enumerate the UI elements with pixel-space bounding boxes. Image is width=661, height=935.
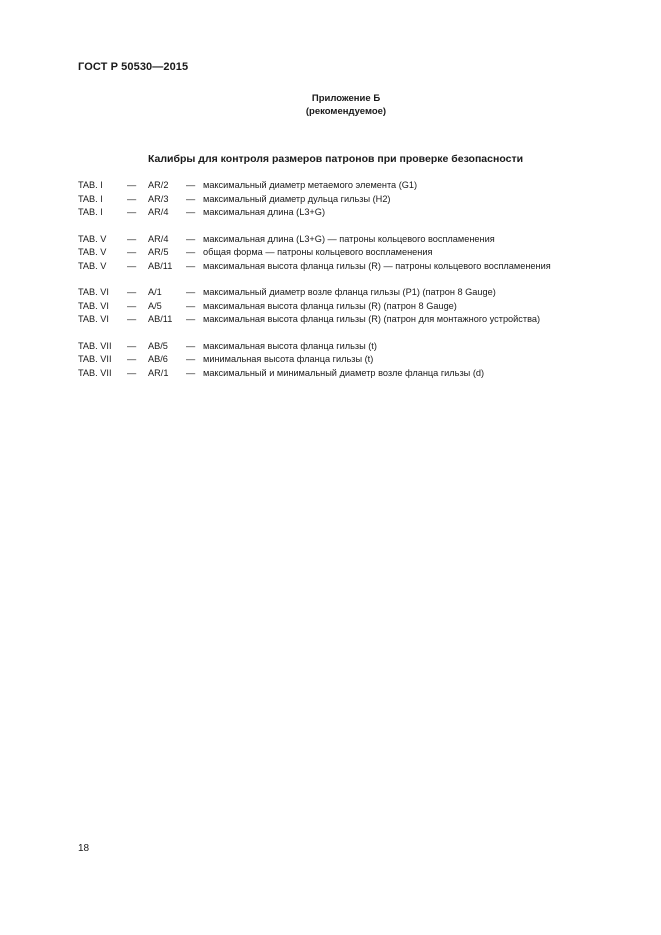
gauge-code: AR/5 (148, 247, 169, 257)
dash-separator: — (127, 314, 137, 324)
gauge-group-tab-5 (78, 233, 638, 274)
gauge-code: A/5 (148, 300, 162, 311)
dash-separator: — (127, 233, 137, 244)
gauge-group-tab-1 (78, 179, 638, 220)
gauge-row (78, 313, 638, 327)
dash-separator: — (186, 180, 196, 190)
gauge-code: AR/4 (148, 207, 169, 217)
table-reference: TAB. I (78, 207, 103, 217)
gauge-group-tab-6 (78, 286, 638, 327)
table-reference: TAB. VII (78, 354, 112, 364)
table-reference: TAB. V (78, 260, 107, 271)
gauge-description: общая форма — патроны кольцевого воспламенения (203, 247, 433, 257)
dash-separator: — (186, 354, 196, 364)
dash-separator: — (127, 260, 137, 271)
gauge-description: максимальный диаметр возле фланца гильзы (P1) (патрон 8 Gauge) (203, 287, 496, 297)
dash-separator: — (127, 300, 137, 311)
appendix-subtitle: (рекомендуемое) (305, 106, 387, 117)
gauge-row (78, 179, 638, 193)
gauge-code: A/1 (148, 287, 162, 297)
gauge-code: AR/1 (148, 367, 169, 378)
table-reference: TAB. VII (78, 367, 112, 378)
page-number: 18 (78, 843, 90, 854)
dash-separator: — (186, 314, 196, 324)
gauge-row (78, 353, 638, 367)
table-reference: TAB. VI (78, 287, 109, 297)
gauge-list (78, 179, 638, 393)
gauge-description: минимальная высота фланца гильзы (t) (203, 354, 374, 364)
table-reference: TAB. V (78, 247, 107, 257)
dash-separator: — (186, 367, 196, 378)
dash-separator: — (186, 260, 196, 271)
dash-separator: — (127, 340, 137, 351)
dash-separator: — (186, 340, 196, 351)
gauge-code: AR/3 (148, 193, 169, 204)
table-reference: TAB. I (78, 193, 103, 204)
document-header: ГОСТ Р 50530—2015 (78, 61, 189, 73)
gauge-row (78, 193, 638, 207)
gauge-row (78, 286, 638, 300)
dash-separator: — (186, 247, 196, 257)
gauge-description: максимальный диаметр метаемого элемента (G1) (203, 180, 418, 190)
gauge-code: AR/2 (148, 180, 169, 190)
table-reference: TAB. VII (78, 340, 112, 351)
dash-separator: — (186, 207, 196, 217)
dash-separator: — (127, 354, 137, 364)
gauge-row (78, 206, 638, 220)
appendix-heading (270, 92, 422, 118)
dash-separator: — (127, 247, 137, 257)
gauge-row (78, 340, 638, 354)
dash-separator: — (186, 287, 196, 297)
dash-separator: — (186, 193, 196, 204)
gauge-description: максимальная длина (L3+G) (203, 207, 325, 217)
gauge-description: максимальный диаметр дульца гильзы (H2) (203, 193, 391, 204)
gauge-description: максимальная высота фланца гильзы (R) (патрон для монтажного устройства) (203, 314, 541, 324)
gauge-description: максимальная высота фланца гильзы (R) (патрон 8 Gauge) (203, 300, 457, 311)
gauge-row (78, 233, 638, 247)
gauge-code: AB/11 (148, 260, 173, 271)
gauge-code: AB/11 (148, 314, 173, 324)
table-reference: TAB. V (78, 233, 107, 244)
table-reference: TAB. VI (78, 300, 109, 311)
gauge-code: AB/5 (148, 340, 168, 351)
dash-separator: — (127, 367, 137, 378)
section-title: Калибры для контроля размеров патронов при проверке безопасности (148, 153, 524, 165)
gauge-row (78, 300, 638, 314)
dash-separator: — (127, 207, 137, 217)
gauge-description: максимальная высота фланца гильзы (t) (203, 340, 377, 351)
gauge-row (78, 246, 638, 260)
appendix-title: Приложение Б (311, 93, 381, 104)
dash-separator: — (186, 300, 196, 311)
dash-separator: — (127, 287, 137, 297)
gauge-description: максимальный и минимальный диаметр возле фланца гильзы (d) (203, 367, 485, 378)
gauge-row (78, 260, 638, 274)
gauge-description: максимальная высота фланца гильзы (R) — патроны кольцевого воспламенения (203, 260, 551, 271)
dash-separator: — (186, 233, 196, 244)
gauge-group-tab-7 (78, 340, 638, 381)
gauge-code: AR/4 (148, 233, 169, 244)
table-reference: TAB. VI (78, 314, 109, 324)
gauge-row (78, 367, 638, 381)
dash-separator: — (127, 193, 137, 204)
gauge-code: AB/6 (148, 354, 168, 364)
dash-separator: — (127, 180, 137, 190)
table-reference: TAB. I (78, 180, 103, 190)
gauge-description: максимальная длина (L3+G) — патроны кольцевого воспламенения (203, 233, 495, 244)
